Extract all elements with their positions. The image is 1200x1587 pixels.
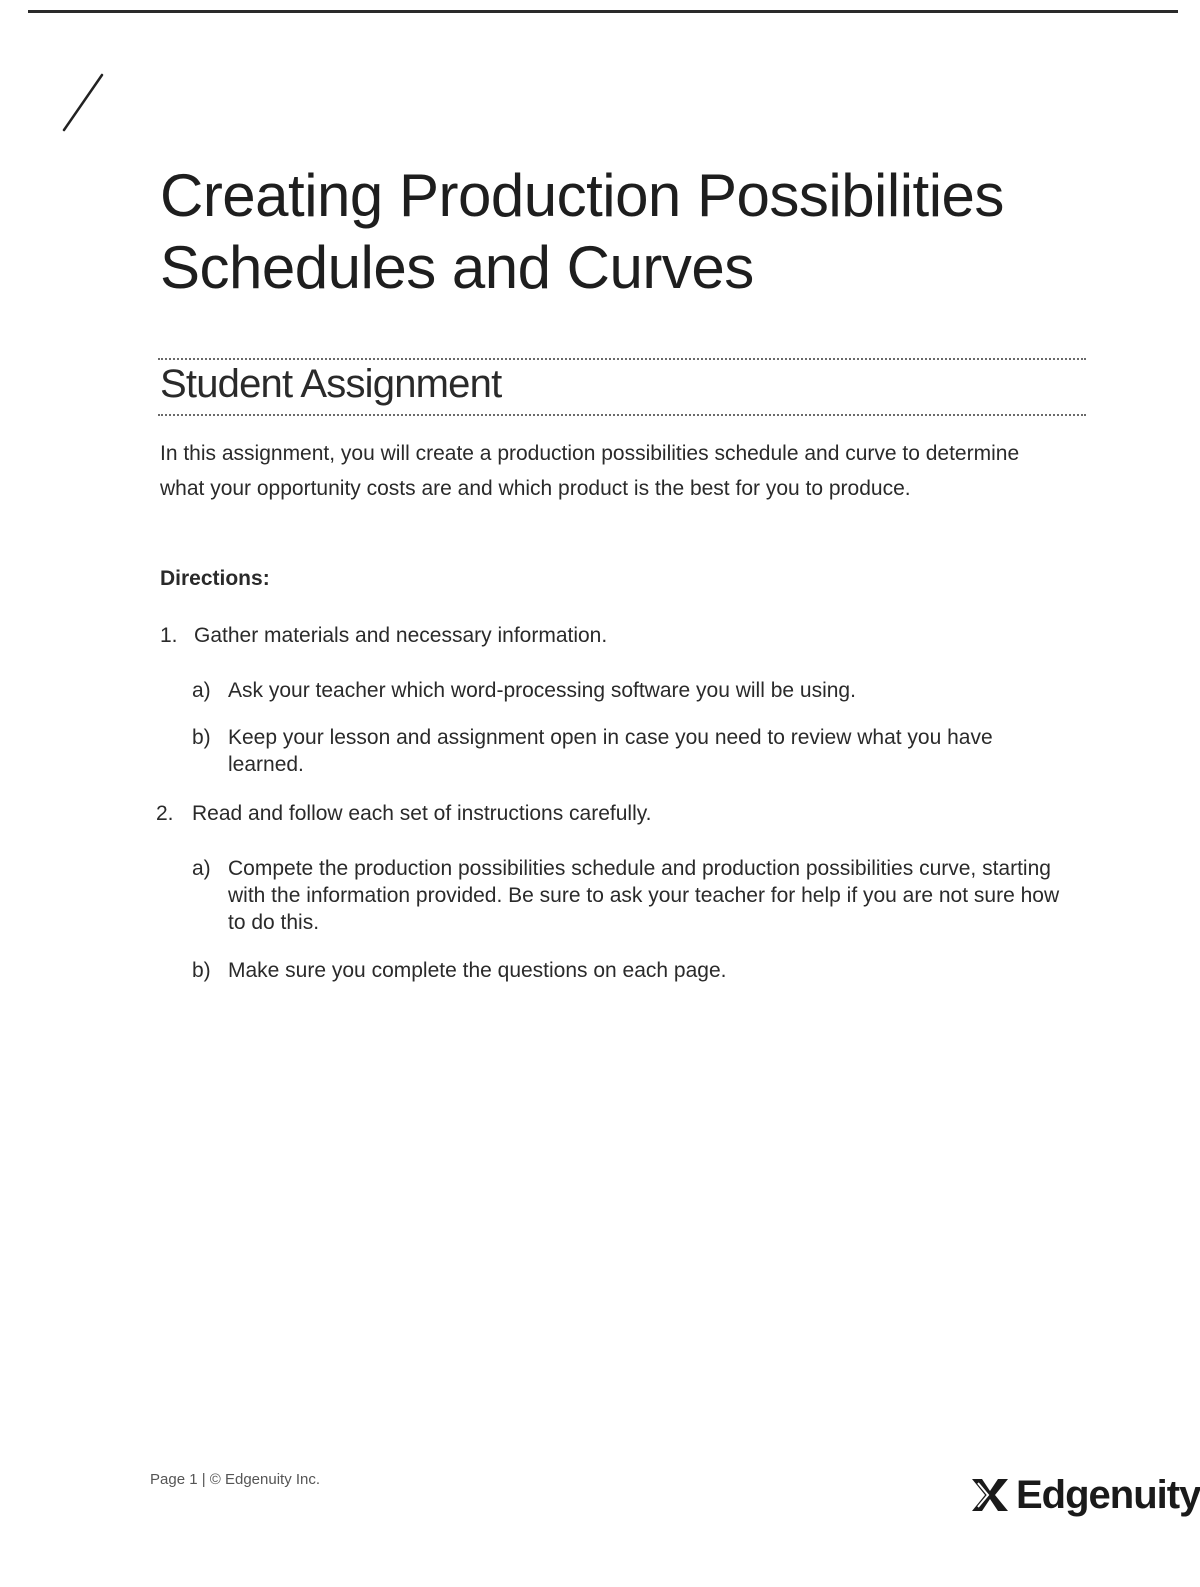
substep-text: Make sure you complete the questions on each page. — [228, 959, 727, 982]
substep-text: Ask your teacher which word-processing software you will be using. — [228, 679, 856, 702]
directions-label: Directions: — [160, 567, 270, 590]
pen-mark-icon — [58, 72, 108, 134]
step-text: Gather materials and necessary information. — [194, 624, 608, 647]
substep-label: b) — [192, 959, 211, 982]
substep-text: Compete the production possibilities schedule and production possibilities curve, starting with the information provided. Be sure to ask your teacher for help if you are not sure how to do this. — [228, 857, 1060, 934]
direction-substep-2a — [192, 855, 1082, 936]
substep-text: Keep your lesson and assignment open in case you need to review what you have learned. — [228, 726, 993, 776]
edgenuity-x-icon — [968, 1473, 1012, 1517]
substep-label: a) — [192, 857, 211, 880]
page-title-line-1: Creating Production Possibilities — [160, 162, 1004, 229]
direction-substep-2b — [192, 957, 1052, 984]
section-divider-bottom — [158, 414, 1086, 416]
page-title — [160, 160, 1060, 304]
substep-label: b) — [192, 726, 211, 749]
step-text: Read and follow each set of instructions carefully. — [192, 802, 652, 825]
top-border-line — [28, 10, 1178, 13]
direction-substep-1b — [192, 724, 1052, 778]
edgenuity-logo — [968, 1470, 1200, 1520]
direction-step-1 — [160, 622, 1040, 649]
footer-page-info: Page 1 | © Edgenuity Inc. — [150, 1471, 321, 1488]
section-heading: Student Assignment — [160, 362, 502, 406]
intro-paragraph: In this assignment, you will create a production possibilities schedule and curve to determine what your opportunity costs are and which product is the best for you to produce. — [160, 442, 1020, 500]
direction-substep-1a — [192, 677, 1052, 704]
step-number: 1. — [160, 624, 178, 647]
page-title-line-2: Schedules and Curves — [160, 234, 754, 301]
direction-step-2 — [156, 800, 1036, 827]
step-number: 2. — [156, 802, 174, 825]
logo-wordmark: Edgenuity — [1016, 1472, 1200, 1517]
substep-label: a) — [192, 679, 211, 702]
